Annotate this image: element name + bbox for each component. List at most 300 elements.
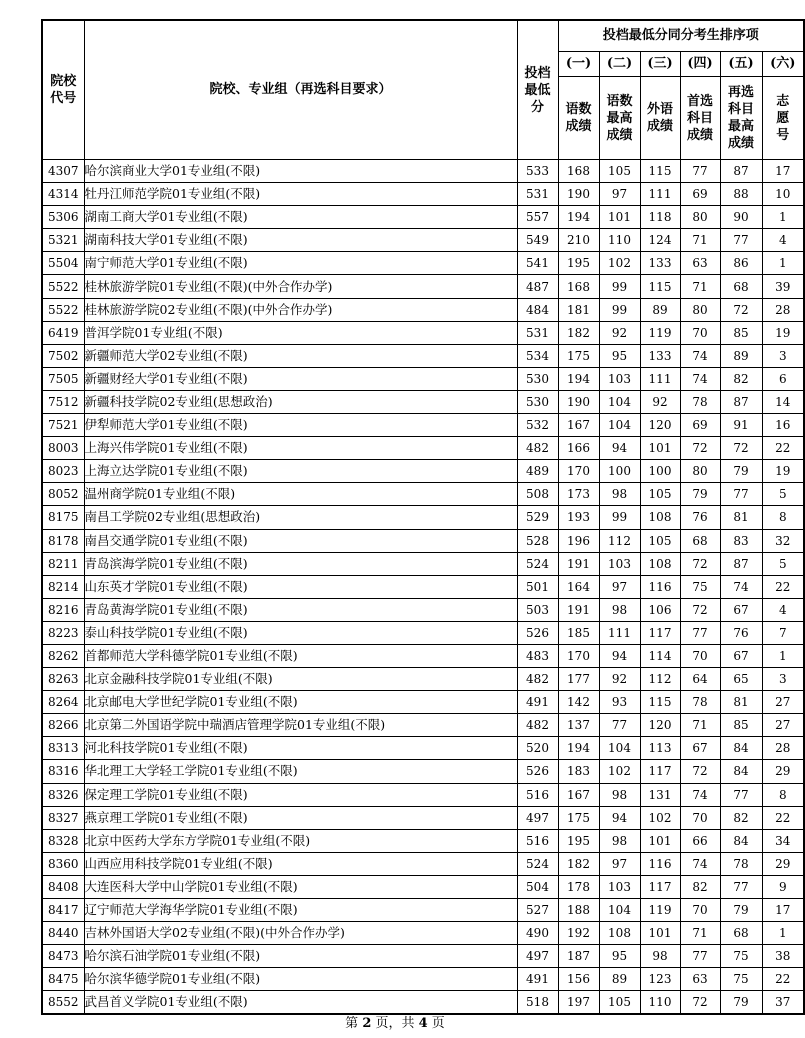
cell-rank-value: 17 <box>762 899 804 922</box>
cell-code: 8023 <box>42 460 84 483</box>
cell-rank-value: 100 <box>640 460 680 483</box>
cell-score: 482 <box>517 714 558 737</box>
cell-name: 北京第二外国语学院中瑞酒店管理学院01专业组(不限) <box>84 714 517 737</box>
table-row <box>42 875 804 898</box>
cell-rank-value: 108 <box>640 506 680 529</box>
cell-rank-value: 63 <box>680 968 720 991</box>
cell-rank-value: 101 <box>599 206 640 229</box>
cell-name: 南宁师范大学01专业组(不限) <box>84 252 517 275</box>
cell-rank-value: 117 <box>640 621 680 644</box>
cell-rank-value: 193 <box>558 506 599 529</box>
cell-name: 河北科技学院01专业组(不限) <box>84 737 517 760</box>
cell-rank-value: 101 <box>640 922 680 945</box>
cell-code: 8475 <box>42 968 84 991</box>
cell-name: 南昌工学院02专业组(思想政治) <box>84 506 517 529</box>
cell-rank-value: 178 <box>558 875 599 898</box>
cell-rank-value: 91 <box>720 414 762 437</box>
header-col-label: 志愿号 <box>762 77 804 160</box>
cell-rank-value: 105 <box>640 529 680 552</box>
cell-rank-value: 97 <box>599 575 640 598</box>
cell-rank-value: 167 <box>558 783 599 806</box>
cell-name: 山西应用科技学院01专业组(不限) <box>84 852 517 875</box>
cell-name: 桂林旅游学院02专业组(不限)(中外合作办学) <box>84 298 517 321</box>
cell-rank-value: 3 <box>762 344 804 367</box>
table-row <box>42 899 804 922</box>
cell-name: 北京金融科技学院01专业组(不限) <box>84 668 517 691</box>
cell-code: 8408 <box>42 875 84 898</box>
cell-rank-value: 168 <box>558 275 599 298</box>
cell-rank-value: 9 <box>762 875 804 898</box>
cell-name: 温州商学院01专业组(不限) <box>84 483 517 506</box>
cell-rank-value: 101 <box>640 829 680 852</box>
cell-name: 青岛黄海学院01专业组(不限) <box>84 598 517 621</box>
cell-score: 528 <box>517 529 558 552</box>
cell-score: 516 <box>517 829 558 852</box>
cell-rank-value: 170 <box>558 644 599 667</box>
cell-code: 8473 <box>42 945 84 968</box>
cell-rank-value: 72 <box>720 437 762 460</box>
table-row <box>42 575 804 598</box>
header-score: 投档最低分 <box>517 20 558 160</box>
cell-rank-value: 17 <box>762 160 804 183</box>
cell-rank-value: 89 <box>640 298 680 321</box>
cell-rank-value: 1 <box>762 206 804 229</box>
cell-code: 4314 <box>42 183 84 206</box>
header-col-label: 首选科目成绩 <box>680 77 720 160</box>
cell-rank-value: 99 <box>599 298 640 321</box>
cell-rank-value: 106 <box>640 598 680 621</box>
cell-score: 489 <box>517 460 558 483</box>
cell-rank-value: 71 <box>680 714 720 737</box>
cell-rank-value: 88 <box>720 183 762 206</box>
header-group-title: 投档最低分同分考生排序项 <box>558 20 804 52</box>
cell-score: 524 <box>517 852 558 875</box>
cell-rank-value: 86 <box>720 252 762 275</box>
cell-rank-value: 98 <box>599 783 640 806</box>
cell-rank-value: 92 <box>599 668 640 691</box>
cell-rank-value: 78 <box>680 390 720 413</box>
cell-rank-value: 137 <box>558 714 599 737</box>
header-col-num: (六) <box>762 52 804 77</box>
cell-rank-value: 105 <box>599 160 640 183</box>
cell-rank-value: 194 <box>558 737 599 760</box>
table-row <box>42 160 804 183</box>
cell-rank-value: 92 <box>599 321 640 344</box>
cell-rank-value: 27 <box>762 714 804 737</box>
cell-rank-value: 3 <box>762 668 804 691</box>
table-row <box>42 437 804 460</box>
cell-rank-value: 19 <box>762 460 804 483</box>
cell-rank-value: 81 <box>720 691 762 714</box>
cell-rank-value: 142 <box>558 691 599 714</box>
cell-name: 保定理工学院01专业组(不限) <box>84 783 517 806</box>
cell-name: 湖南工商大学01专业组(不限) <box>84 206 517 229</box>
cell-rank-value: 100 <box>599 460 640 483</box>
cell-rank-value: 1 <box>762 644 804 667</box>
cell-rank-value: 32 <box>762 529 804 552</box>
cell-rank-value: 183 <box>558 760 599 783</box>
cell-rank-value: 29 <box>762 852 804 875</box>
cell-rank-value: 104 <box>599 737 640 760</box>
cell-rank-value: 168 <box>558 160 599 183</box>
cell-rank-value: 119 <box>640 899 680 922</box>
cell-name: 哈尔滨石油学院01专业组(不限) <box>84 945 517 968</box>
cell-rank-value: 119 <box>640 321 680 344</box>
cell-score: 504 <box>517 875 558 898</box>
cell-score: 557 <box>517 206 558 229</box>
cell-name: 上海立达学院01专业组(不限) <box>84 460 517 483</box>
cell-rank-value: 72 <box>680 552 720 575</box>
cell-rank-value: 164 <box>558 575 599 598</box>
cell-rank-value: 77 <box>680 945 720 968</box>
cell-rank-value: 72 <box>680 760 720 783</box>
cell-code: 6419 <box>42 321 84 344</box>
cell-score: 501 <box>517 575 558 598</box>
cell-rank-value: 74 <box>680 852 720 875</box>
cell-name: 大连医科大学中山学院01专业组(不限) <box>84 875 517 898</box>
cell-rank-value: 94 <box>599 644 640 667</box>
cell-rank-value: 89 <box>720 344 762 367</box>
cell-rank-value: 115 <box>640 160 680 183</box>
cell-name: 哈尔滨商业大学01专业组(不限) <box>84 160 517 183</box>
cell-rank-value: 70 <box>680 899 720 922</box>
cell-score: 482 <box>517 437 558 460</box>
cell-score: 491 <box>517 968 558 991</box>
header-col-num: (三) <box>640 52 680 77</box>
cell-rank-value: 156 <box>558 968 599 991</box>
table-row <box>42 229 804 252</box>
cell-rank-value: 103 <box>599 367 640 390</box>
cell-rank-value: 1 <box>762 252 804 275</box>
cell-name: 辽宁师范大学海华学院01专业组(不限) <box>84 899 517 922</box>
cell-code: 5522 <box>42 298 84 321</box>
cell-rank-value: 114 <box>640 644 680 667</box>
cell-rank-value: 84 <box>720 737 762 760</box>
cell-rank-value: 197 <box>558 991 599 1015</box>
cell-rank-value: 75 <box>720 945 762 968</box>
table-row <box>42 783 804 806</box>
cell-rank-value: 5 <box>762 552 804 575</box>
cell-rank-value: 64 <box>680 668 720 691</box>
cell-score: 520 <box>517 737 558 760</box>
table-row <box>42 644 804 667</box>
table-row <box>42 852 804 875</box>
cell-rank-value: 95 <box>599 344 640 367</box>
cell-rank-value: 104 <box>599 899 640 922</box>
cell-rank-value: 69 <box>680 183 720 206</box>
cell-rank-value: 103 <box>599 552 640 575</box>
cell-score: 497 <box>517 806 558 829</box>
cell-rank-value: 29 <box>762 760 804 783</box>
cell-code: 8223 <box>42 621 84 644</box>
cell-rank-value: 77 <box>680 160 720 183</box>
cell-rank-value: 78 <box>720 852 762 875</box>
cell-code: 7512 <box>42 390 84 413</box>
header-col-num: (四) <box>680 52 720 77</box>
cell-rank-value: 74 <box>720 575 762 598</box>
cell-rank-value: 182 <box>558 852 599 875</box>
table-row <box>42 390 804 413</box>
cell-code: 8216 <box>42 598 84 621</box>
cell-rank-value: 89 <box>599 968 640 991</box>
table-row <box>42 460 804 483</box>
cell-rank-value: 108 <box>640 552 680 575</box>
cell-rank-value: 10 <box>762 183 804 206</box>
cell-rank-value: 78 <box>680 691 720 714</box>
table-row <box>42 691 804 714</box>
cell-rank-value: 195 <box>558 829 599 852</box>
cell-rank-value: 28 <box>762 298 804 321</box>
cell-rank-value: 80 <box>680 460 720 483</box>
cell-rank-value: 82 <box>720 806 762 829</box>
cell-rank-value: 82 <box>720 367 762 390</box>
cell-code: 7521 <box>42 414 84 437</box>
cell-rank-value: 97 <box>599 852 640 875</box>
table-row <box>42 552 804 575</box>
cell-code: 8326 <box>42 783 84 806</box>
cell-rank-value: 120 <box>640 414 680 437</box>
cell-rank-value: 104 <box>599 390 640 413</box>
table-row <box>42 483 804 506</box>
cell-rank-value: 68 <box>720 922 762 945</box>
cell-name: 新疆师范大学02专业组(不限) <box>84 344 517 367</box>
cell-rank-value: 4 <box>762 229 804 252</box>
cell-rank-value: 27 <box>762 691 804 714</box>
cell-score: 491 <box>517 691 558 714</box>
cell-rank-value: 74 <box>680 367 720 390</box>
cell-rank-value: 84 <box>720 829 762 852</box>
cell-code: 8003 <box>42 437 84 460</box>
cell-rank-value: 77 <box>680 621 720 644</box>
cell-code: 8211 <box>42 552 84 575</box>
cell-name: 伊犁师范大学01专业组(不限) <box>84 414 517 437</box>
cell-rank-value: 98 <box>599 598 640 621</box>
cell-rank-value: 194 <box>558 367 599 390</box>
table-row <box>42 668 804 691</box>
cell-name: 华北理工大学轻工学院01专业组(不限) <box>84 760 517 783</box>
cell-code: 8266 <box>42 714 84 737</box>
table-row <box>42 945 804 968</box>
cell-name: 新疆财经大学01专业组(不限) <box>84 367 517 390</box>
cell-rank-value: 8 <box>762 506 804 529</box>
cell-rank-value: 102 <box>599 252 640 275</box>
cell-rank-value: 4 <box>762 598 804 621</box>
table-row <box>42 414 804 437</box>
cell-rank-value: 79 <box>720 991 762 1015</box>
cell-rank-value: 123 <box>640 968 680 991</box>
cell-rank-value: 76 <box>680 506 720 529</box>
cell-score: 531 <box>517 321 558 344</box>
cell-rank-value: 85 <box>720 714 762 737</box>
cell-name: 武昌首义学院01专业组(不限) <box>84 991 517 1015</box>
cell-code: 8316 <box>42 760 84 783</box>
cell-score: 503 <box>517 598 558 621</box>
cell-rank-value: 67 <box>680 737 720 760</box>
cell-score: 529 <box>517 506 558 529</box>
cell-rank-value: 79 <box>680 483 720 506</box>
cell-rank-value: 111 <box>640 367 680 390</box>
cell-code: 8178 <box>42 529 84 552</box>
cell-rank-value: 166 <box>558 437 599 460</box>
cell-rank-value: 19 <box>762 321 804 344</box>
cell-rank-value: 175 <box>558 806 599 829</box>
cell-rank-value: 85 <box>720 321 762 344</box>
cell-rank-value: 77 <box>720 783 762 806</box>
cell-rank-value: 113 <box>640 737 680 760</box>
cell-rank-value: 14 <box>762 390 804 413</box>
cell-rank-value: 187 <box>558 945 599 968</box>
table-row <box>42 991 804 1015</box>
cell-rank-value: 92 <box>640 390 680 413</box>
cell-rank-value: 8 <box>762 783 804 806</box>
table-row <box>42 714 804 737</box>
cell-rank-value: 97 <box>599 183 640 206</box>
cell-rank-value: 22 <box>762 437 804 460</box>
table-row <box>42 760 804 783</box>
cell-score: 484 <box>517 298 558 321</box>
cell-rank-value: 77 <box>720 229 762 252</box>
cell-rank-value: 94 <box>599 806 640 829</box>
cell-rank-value: 111 <box>640 183 680 206</box>
cell-score: 526 <box>517 760 558 783</box>
table-row <box>42 529 804 552</box>
cell-score: 516 <box>517 783 558 806</box>
cell-rank-value: 37 <box>762 991 804 1015</box>
cell-rank-value: 79 <box>720 460 762 483</box>
cell-rank-value: 177 <box>558 668 599 691</box>
cell-code: 8328 <box>42 829 84 852</box>
cell-rank-value: 65 <box>720 668 762 691</box>
cell-rank-value: 75 <box>680 575 720 598</box>
cell-rank-value: 87 <box>720 390 762 413</box>
table-row <box>42 598 804 621</box>
table-row <box>42 344 804 367</box>
cell-name: 山东英才学院01专业组(不限) <box>84 575 517 598</box>
cell-name: 牡丹江师范学院01专业组(不限) <box>84 183 517 206</box>
table-row <box>42 806 804 829</box>
cell-rank-value: 182 <box>558 321 599 344</box>
cell-rank-value: 68 <box>720 275 762 298</box>
cell-rank-value: 71 <box>680 922 720 945</box>
cell-rank-value: 102 <box>599 760 640 783</box>
cell-rank-value: 115 <box>640 275 680 298</box>
cell-rank-value: 1 <box>762 922 804 945</box>
cell-rank-value: 117 <box>640 875 680 898</box>
cell-rank-value: 98 <box>599 829 640 852</box>
cell-name: 哈尔滨华德学院01专业组(不限) <box>84 968 517 991</box>
cell-rank-value: 77 <box>720 875 762 898</box>
cell-rank-value: 98 <box>599 483 640 506</box>
cell-rank-value: 72 <box>720 298 762 321</box>
cell-score: 490 <box>517 922 558 945</box>
cell-score: 483 <box>517 644 558 667</box>
cell-code: 8327 <box>42 806 84 829</box>
cell-rank-value: 173 <box>558 483 599 506</box>
cell-rank-value: 7 <box>762 621 804 644</box>
cell-rank-value: 83 <box>720 529 762 552</box>
page-footer: 第 2 页，共 4 页 <box>345 1016 445 1031</box>
cell-rank-value: 116 <box>640 852 680 875</box>
cell-rank-value: 115 <box>640 691 680 714</box>
cell-score: 527 <box>517 899 558 922</box>
cell-rank-value: 6 <box>762 367 804 390</box>
cell-rank-value: 70 <box>680 321 720 344</box>
cell-code: 8417 <box>42 899 84 922</box>
cell-rank-value: 68 <box>680 529 720 552</box>
cell-name: 北京中医药大学东方学院01专业组(不限) <box>84 829 517 852</box>
cell-rank-value: 110 <box>640 991 680 1015</box>
cell-score: 497 <box>517 945 558 968</box>
cell-code: 8552 <box>42 991 84 1015</box>
cell-code: 5504 <box>42 252 84 275</box>
cell-code: 8175 <box>42 506 84 529</box>
cell-score: 524 <box>517 552 558 575</box>
cell-rank-value: 105 <box>640 483 680 506</box>
table-row <box>42 298 804 321</box>
cell-score: 541 <box>517 252 558 275</box>
cell-score: 508 <box>517 483 558 506</box>
cell-rank-value: 90 <box>720 206 762 229</box>
cell-rank-value: 99 <box>599 506 640 529</box>
cell-rank-value: 103 <box>599 875 640 898</box>
cell-rank-value: 98 <box>640 945 680 968</box>
cell-score: 518 <box>517 991 558 1015</box>
table-row <box>42 829 804 852</box>
cell-name: 燕京理工学院01专业组(不限) <box>84 806 517 829</box>
cell-rank-value: 185 <box>558 621 599 644</box>
cell-rank-value: 102 <box>640 806 680 829</box>
header-col-label: 语数成绩 <box>558 77 599 160</box>
header-name: 院校、专业组（再选科目要求） <box>84 20 517 160</box>
cell-rank-value: 104 <box>599 414 640 437</box>
cell-rank-value: 71 <box>680 275 720 298</box>
cell-score: 533 <box>517 160 558 183</box>
cell-rank-value: 117 <box>640 760 680 783</box>
cell-rank-value: 190 <box>558 390 599 413</box>
cell-rank-value: 74 <box>680 344 720 367</box>
table-row <box>42 183 804 206</box>
cell-name: 桂林旅游学院01专业组(不限)(中外合作办学) <box>84 275 517 298</box>
cell-rank-value: 72 <box>680 437 720 460</box>
cell-rank-value: 112 <box>599 529 640 552</box>
cell-code: 8214 <box>42 575 84 598</box>
cell-code: 7502 <box>42 344 84 367</box>
cell-rank-value: 120 <box>640 714 680 737</box>
cell-rank-value: 87 <box>720 160 762 183</box>
cell-name: 上海兴伟学院01专业组(不限) <box>84 437 517 460</box>
cell-rank-value: 170 <box>558 460 599 483</box>
cell-rank-value: 39 <box>762 275 804 298</box>
cell-rank-value: 80 <box>680 206 720 229</box>
cell-rank-value: 77 <box>599 714 640 737</box>
cell-rank-value: 28 <box>762 737 804 760</box>
cell-rank-value: 95 <box>599 945 640 968</box>
cell-rank-value: 133 <box>640 344 680 367</box>
cell-rank-value: 82 <box>680 875 720 898</box>
cell-code: 8052 <box>42 483 84 506</box>
cell-rank-value: 76 <box>720 621 762 644</box>
admission-score-table <box>41 19 805 1015</box>
header-col-label: 外语成绩 <box>640 77 680 160</box>
cell-code: 8360 <box>42 852 84 875</box>
cell-score: 526 <box>517 621 558 644</box>
table-row <box>42 506 804 529</box>
cell-rank-value: 110 <box>599 229 640 252</box>
cell-rank-value: 124 <box>640 229 680 252</box>
table-row <box>42 621 804 644</box>
table-row <box>42 922 804 945</box>
cell-rank-value: 190 <box>558 183 599 206</box>
